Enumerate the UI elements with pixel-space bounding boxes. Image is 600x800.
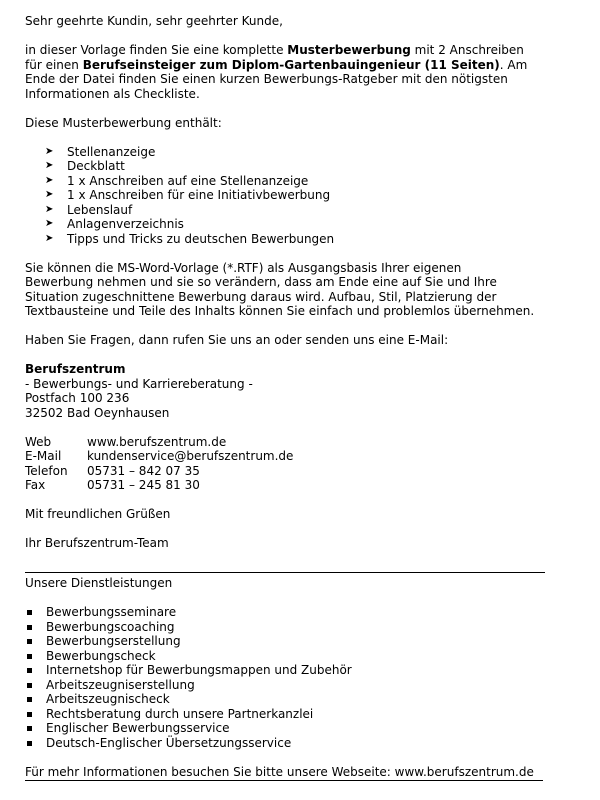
list-item: Englischer Bewerbungsservice bbox=[25, 721, 547, 736]
square-bullet-icon bbox=[27, 697, 32, 702]
services-list bbox=[25, 605, 547, 750]
square-bullet-icon bbox=[27, 741, 32, 746]
contact-block bbox=[25, 435, 547, 493]
square-bullet-icon bbox=[27, 726, 32, 731]
square-bullet-icon bbox=[27, 654, 32, 659]
list-item: Arbeitszeugnischeck bbox=[25, 692, 547, 707]
company-tagline: - Bewerbungs- und Karriereberatung - bbox=[25, 376, 253, 391]
salutation: Sehr geehrte Kundin, sehr geehrter Kunde, bbox=[25, 14, 283, 28]
square-bullet-icon bbox=[27, 712, 32, 717]
list-item: Bewerbungsseminare bbox=[25, 605, 547, 620]
contact-row-web: Web www.berufszentrum.de bbox=[25, 434, 227, 449]
questions-text: Haben Sie Fragen, dann rufen Sie uns an oder senden uns eine E-Mail: bbox=[25, 333, 449, 347]
contact-row-fax: Fax 05731 – 245 81 30 bbox=[25, 478, 200, 492]
contents-list bbox=[25, 145, 547, 247]
contents-heading: Diese Musterbewerbung enthält: bbox=[25, 115, 222, 130]
signature: Ihr Berufszentrum-Team bbox=[25, 536, 169, 550]
address-line: Postfach 100 236 bbox=[25, 391, 130, 405]
list-item: ➤ 1 x Anschreiben für eine Initiativbewerbung bbox=[45, 188, 331, 202]
services-heading: Unsere Dienstleistungen bbox=[25, 576, 173, 590]
arrowhead-icon: ➤ bbox=[45, 145, 54, 157]
arrowhead-icon: ➤ bbox=[45, 203, 54, 215]
intro-bold-2: Berufseinsteiger zum Diplom-Gartenbauingenieur (11 Seiten) bbox=[82, 57, 500, 72]
list-item: Internetshop für Bewerbungsmappen und Zubehör bbox=[25, 663, 547, 678]
list-item: Bewerbungserstellung bbox=[25, 634, 547, 649]
divider bbox=[25, 572, 545, 573]
square-bullet-icon bbox=[27, 668, 32, 673]
address-line: 32502 Bad Oeynhausen bbox=[25, 405, 170, 420]
list-item: Deutsch-Englischer Übersetzungsservice bbox=[25, 736, 547, 751]
intro-bold-1: Musterbewerbung bbox=[287, 43, 411, 57]
list-item: Bewerbungscoaching bbox=[25, 620, 547, 635]
template-paragraph: Sie können die MS-Word-Vorlage (*.RTF) als Ausgangsbasis Ihrer eigenen Bewerbung nehmen und sie so verändern, dass am Ende eine auf Sie und Ihre Situation zugeschnittene Bewerbung daraus wird. Aufbau, Stil, Platzierung der Textbausteine und Teile des Inhalts können Sie einfach und problemlos übernehmen. bbox=[25, 260, 535, 318]
list-item: Bewerbungscheck bbox=[25, 649, 547, 664]
web-link[interactable]: www.berufszentrum.de bbox=[87, 434, 227, 449]
list-item: ➤ Stellenanzeige bbox=[45, 144, 156, 159]
arrowhead-icon: ➤ bbox=[45, 189, 54, 200]
square-bullet-icon bbox=[27, 610, 32, 615]
arrowhead-icon: ➤ bbox=[45, 160, 54, 171]
company-address bbox=[25, 362, 547, 420]
contact-row-email: E-Mail kundenservice@berufszentrum.de bbox=[25, 449, 294, 463]
letter-page bbox=[25, 14, 547, 781]
list-item: ➤ Deckblatt bbox=[45, 159, 125, 173]
company-name: Berufszentrum bbox=[25, 362, 126, 376]
list-item: ➤ Lebenslauf bbox=[45, 202, 133, 217]
footer-website-line[interactable]: Für mehr Informationen besuchen Sie bitte unsere Webseite: www.berufszentrum.de bbox=[25, 765, 543, 782]
square-bullet-icon bbox=[27, 625, 32, 630]
list-item: ➤ Tipps und Tricks zu deutschen Bewerbungen bbox=[45, 231, 335, 246]
list-item: Arbeitszeugniserstellung bbox=[25, 678, 547, 693]
square-bullet-icon bbox=[27, 683, 32, 688]
list-item: ➤ Anlagenverzeichnis bbox=[45, 217, 184, 231]
arrowhead-icon: ➤ bbox=[45, 174, 54, 186]
list-item: ➤ 1 x Anschreiben auf eine Stellenanzeige bbox=[45, 173, 309, 188]
square-bullet-icon bbox=[27, 639, 32, 644]
list-item: Rechtsberatung durch unsere Partnerkanzlei bbox=[25, 707, 547, 722]
arrowhead-icon: ➤ bbox=[45, 218, 54, 229]
contact-row-phone: Telefon 05731 – 842 07 35 bbox=[25, 463, 200, 478]
intro-paragraph: in dieser Vorlage finden Sie eine komplette Musterbewerbung mit 2 Anschreiben für einen Berufseinsteiger zum Diplom-Gartenbauingenieur (11 Seiten). Am Ende der Datei finden Sie einen kurzen Bewerbungs-Ratgeber mit den nötigsten Informationen als Checkliste. bbox=[25, 43, 528, 101]
closing: Mit freundlichen Grüßen bbox=[25, 507, 171, 521]
email-link[interactable]: kundenservice@berufszentrum.de bbox=[87, 449, 294, 463]
arrowhead-icon: ➤ bbox=[45, 232, 54, 244]
